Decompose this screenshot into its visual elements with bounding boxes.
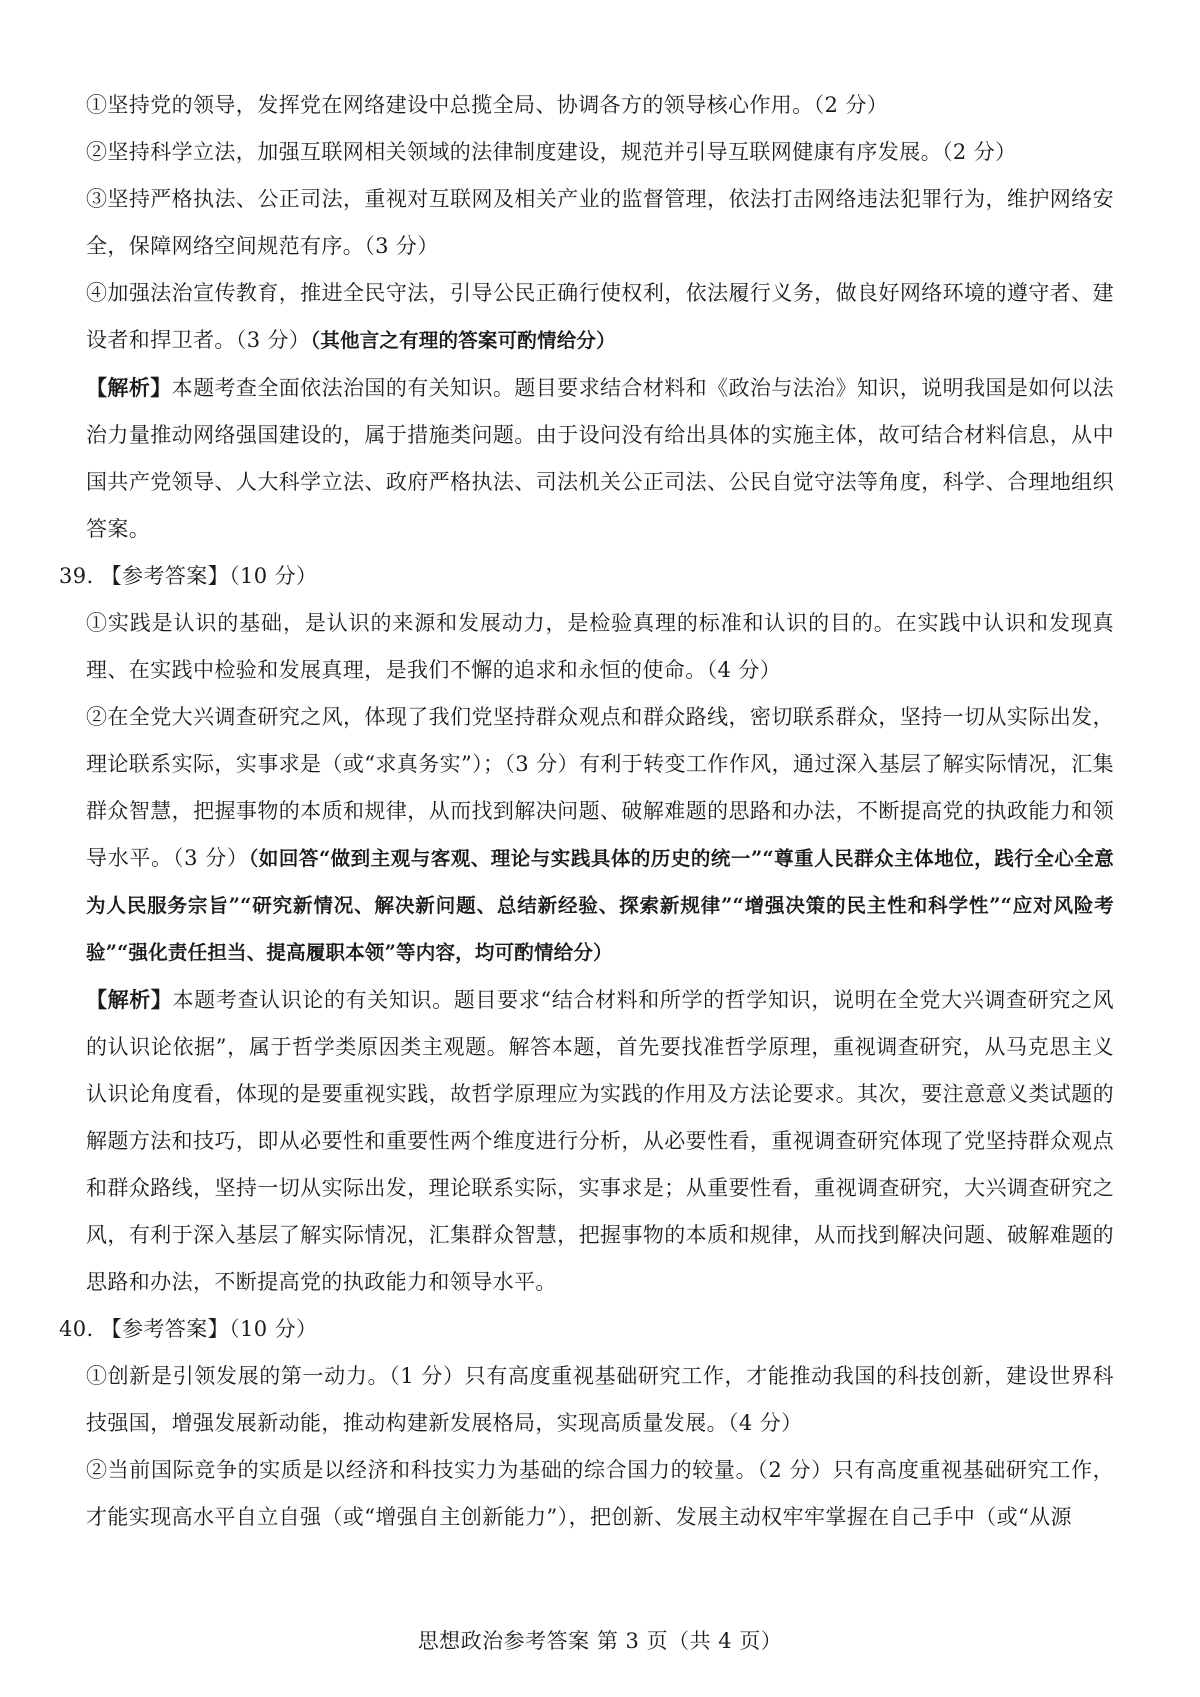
q39-item-2-note: （如回答“做到主观与客观、理论与实践具体的历史的统一”“尊重人民群众主体地位，践行全心全意为人民服务宗旨”“研究新情况、解决新问题、总结新经验、探索新规律”“增强决策的民主性和科学性”“应对风险考验”“强化责任担当、提高履职本领”等内容，均可酌情给分） [86, 847, 1114, 964]
q38-item-3: ③坚持严格执法、公正司法，重视对互联网及相关产业的监督管理，依法打击网络违法犯罪行为，维护网络安全，保障网络空间规范有序。（3 分） [86, 187, 1114, 258]
q38-item-4-text: ④加强法治宣传教育，推进全民守法，引导公民正确行使权利，依法履行义务，做良好网络环境的遵守者、建设者和捍卫者。（3 分） [86, 281, 1114, 352]
q38-analysis [86, 364, 1114, 553]
q39-analysis-text: 本题考查认识论的有关知识。题目要求“结合材料和所学的哲学知识，说明在全党大兴调查研究之风的认识论依据”，属于哲学类原因类主观题。解答本题，首先要找准哲学原理，重视调查研究，从马克思主义认识论角度看，体现的是要重视实践，故哲学原理应为实践的作用及方法论要求。其次，要注意意义类试题的解题方法和技巧，即从必要性和重要性两个维度进行分析，从必要性看，重视调查研究体现了党坚持群众观点和群众路线，坚持一切从实际出发，理论联系实际，实事求是；从重要性看，重视调查研究，大兴调查研究之风，有利于深入基层了解实际情况，汇集群众智慧，把握事物的本质和规律，从而找到解决问题、破解难题的思路和办法，不断提高党的执政能力和领导水平。 [86, 988, 1114, 1294]
q38-item-1: ①坚持党的领导，发挥党在网络建设中总揽全局、协调各方的领导核心作用。（2 分） [86, 93, 889, 117]
q39-analysis [86, 976, 1114, 1306]
q38-analysis-text: 本题考查全面依法治国的有关知识。题目要求结合材料和《政治与法治》知识，说明我国是如何以法治力量推动网络强国建设的，属于措施类问题。由于设问没有给出具体的实施主体，故可结合材料信息，从中国共产党领导、人大科学立法、政府严格执法、司法机关公正司法、公民自觉守法等角度，科学、合理地组织答案。 [86, 376, 1114, 541]
q38-item-2: ②坚持科学立法，加强互联网相关领域的法律制度建设，规范并引导互联网健康有序发展。（2 分） [86, 140, 1017, 164]
q40-item-2: ②当前国际竞争的实质是以经济和科技实力为基础的综合国力的较量。（2 分）只有高度重视基础研究工作，才能实现高水平自立自强（或“增强自主创新能力”），把创新、发展主动权牢牢掌握在自己手中（或“从源 [86, 1458, 1114, 1529]
q39-analysis-label: 【解析】 [86, 987, 173, 1012]
page-footer: 思想政治参考答案 第 3 页（共 4 页） [417, 1629, 783, 1653]
q40-item-1: ①创新是引领发展的第一动力。（1 分）只有高度重视基础研究工作，才能推动我国的科技创新，建设世界科技强国，增强发展新动能，推动构建新发展格局，实现高质量发展。（4 分） [86, 1364, 1114, 1435]
q38-item-4-note: （其他言之有理的答案可酌情给分） [310, 329, 616, 352]
q38-analysis-label: 【解析】 [86, 375, 172, 400]
q38-item-4 [86, 270, 1114, 364]
q39-item-2 [86, 694, 1114, 976]
q39-item-1: ①实践是认识的基础，是认识的来源和发展动力，是检验真理的标准和认识的目的。在实践中认识和发现真理、在实践中检验和发展真理，是我们不懈的追求和永恒的使命。（4 分） [86, 611, 1114, 682]
q39-item-2-text: ②在全党大兴调查研究之风，体现了我们党坚持群众观点和群众路线，密切联系群众，坚持一切从实际出发，理论联系实际，实事求是（或“求真务实”）；（3 分）有利于转变工作作风，通过深入基层了解实际情况，汇集群众智慧，把握事物的本质和规律，从而找到解决问题、破解难题的思路和办法，不断提高党的执政能力和领导水平。（3 分） [86, 705, 1114, 870]
q39-heading: 39. 【参考答案】（10 分） [59, 564, 318, 588]
q40-heading: 40. 【参考答案】（10 分） [59, 1317, 318, 1341]
